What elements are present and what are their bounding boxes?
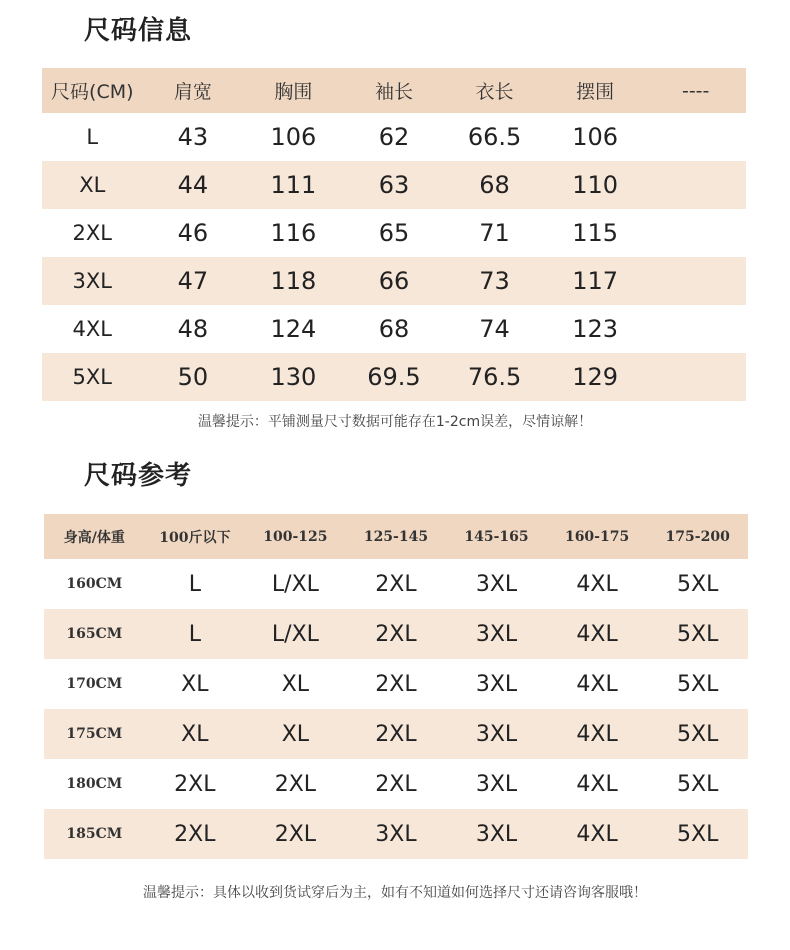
size-cell: XL [79,173,106,197]
blank-cell [645,161,746,209]
shoulder-cell: 44 [177,171,209,199]
size-cell: 2XL [72,221,112,245]
chest-cell: 116 [270,219,317,247]
size-cell: 2XL [274,771,317,797]
sleeve-cell: 65 [378,219,410,247]
size-cell: 2XL [375,621,417,647]
size-cell: 2XL [375,571,417,597]
size-cell: 2XL [375,721,417,747]
size-cell: 4XL [576,671,618,697]
header-blank: ---- [681,79,710,102]
table-row [42,113,746,161]
size-cell: 5XL [677,721,719,747]
size-cell: 5XL [677,771,719,797]
height-cell: 180CM [66,776,123,792]
height-cell: 165CM [66,626,123,642]
size-reference-header-row [44,514,748,559]
size-cell: 4XL [72,317,112,341]
shoulder-cell: 43 [177,123,209,151]
table-row [42,353,746,401]
shoulder-cell: 50 [177,363,209,391]
size-info-header-row [42,68,746,113]
table-row [42,209,746,257]
size-cell: 2XL [174,821,216,847]
height-cell: 175CM [66,726,123,742]
header-height-weight: 身高/体重 [63,529,125,546]
table-row [42,161,746,209]
header-size: 尺码(CM) [51,81,134,103]
size-cell: L [86,125,99,149]
chest-cell: 118 [270,267,317,295]
size-cell: 3XL [375,821,417,847]
size-cell: 3XL [475,621,518,647]
size-info-title: 尺码信息 [84,16,193,46]
size-info-note: 温馨提示：平铺测量尺寸数据可能存在1-2cm误差，尽情谅解！ [197,414,593,430]
size-cell: XL [281,721,310,747]
sleeve-cell: 66 [378,267,410,295]
hem-cell: 110 [572,171,618,199]
size-cell: 2XL [375,771,417,797]
size-cell: 3XL [72,269,112,293]
size-cell: 3XL [475,671,518,697]
size-reference-title: 尺码参考 [84,461,193,491]
size-cell: XL [181,721,209,747]
size-cell: 5XL [677,821,719,847]
size-cell: 3XL [475,721,518,747]
length-cell: 66.5 [467,123,522,151]
header-shoulder: 肩宽 [173,81,212,103]
table-row [44,709,748,759]
blank-cell [645,113,746,161]
chest-cell: 106 [270,123,317,151]
size-cell: 2XL [174,771,216,797]
table-row [44,559,748,609]
size-cell: 3XL [475,771,518,797]
header-weight-range: 160-175 [564,528,630,545]
sleeve-cell: 62 [378,123,410,151]
height-cell: 185CM [66,826,123,842]
size-cell: 2XL [375,671,417,697]
shoulder-cell: 47 [177,267,209,295]
header-weight-range: 125-145 [363,528,429,545]
size-cell: 4XL [576,621,618,647]
header-weight-range: 175-200 [665,528,730,545]
header-sleeve: 袖长 [374,81,413,103]
table-row [42,305,746,353]
table-row [44,759,748,809]
length-cell: 73 [479,267,510,295]
size-cell: 4XL [576,821,618,847]
size-cell: 2XL [274,821,317,847]
blank-cell [645,353,746,401]
size-cell: 4XL [576,571,618,597]
size-info-table [42,68,746,401]
table-row [44,809,748,859]
size-cell: 5XL [677,571,719,597]
sleeve-cell: 68 [378,315,410,343]
size-reference-note: 温馨提示：具体以收到货试穿后为主，如有不知道如何选择尺寸还请咨询客服哦！ [143,885,647,901]
table-row [44,659,748,709]
size-cell: 5XL [72,365,112,389]
size-cell: 4XL [576,721,618,747]
size-cell: 3XL [475,571,518,597]
size-cell: 3XL [475,821,518,847]
shoulder-cell: 48 [177,315,209,343]
table-row [42,257,746,305]
header-hem: 摆围 [576,81,615,103]
chest-cell: 124 [270,315,317,343]
table-row [44,609,748,659]
header-length: 衣长 [475,81,514,103]
size-cell: XL [181,671,209,697]
size-cell: 5XL [677,621,719,647]
hem-cell: 129 [572,363,618,391]
header-chest: 胸围 [274,81,313,103]
size-cell: L/XL [271,621,319,647]
size-cell: L [188,571,201,597]
size-cell: 5XL [677,671,719,697]
height-cell: 160CM [66,576,123,592]
length-cell: 68 [479,171,510,199]
height-cell: 170CM [66,676,123,692]
size-reference-table [44,514,748,859]
chest-cell: 130 [270,363,317,391]
size-cell: L/XL [271,571,319,597]
header-weight-range: 100-125 [263,528,328,545]
length-cell: 76.5 [467,363,522,391]
chest-cell: 111 [270,171,317,199]
size-cell: 4XL [576,771,618,797]
size-cell: XL [281,671,310,697]
hem-cell: 117 [572,267,618,295]
hem-cell: 123 [572,315,618,343]
hem-cell: 106 [572,123,618,151]
blank-cell [645,257,746,305]
sleeve-cell: 63 [378,171,410,199]
blank-cell [645,209,746,257]
header-weight-range: 145-165 [464,528,529,545]
size-cell: L [188,621,201,647]
length-cell: 71 [479,219,510,247]
blank-cell [645,305,746,353]
shoulder-cell: 46 [177,219,209,247]
header-weight-range: 100斤以下 [159,529,231,546]
hem-cell: 115 [572,219,618,247]
sleeve-cell: 69.5 [367,363,421,391]
length-cell: 74 [479,315,510,343]
